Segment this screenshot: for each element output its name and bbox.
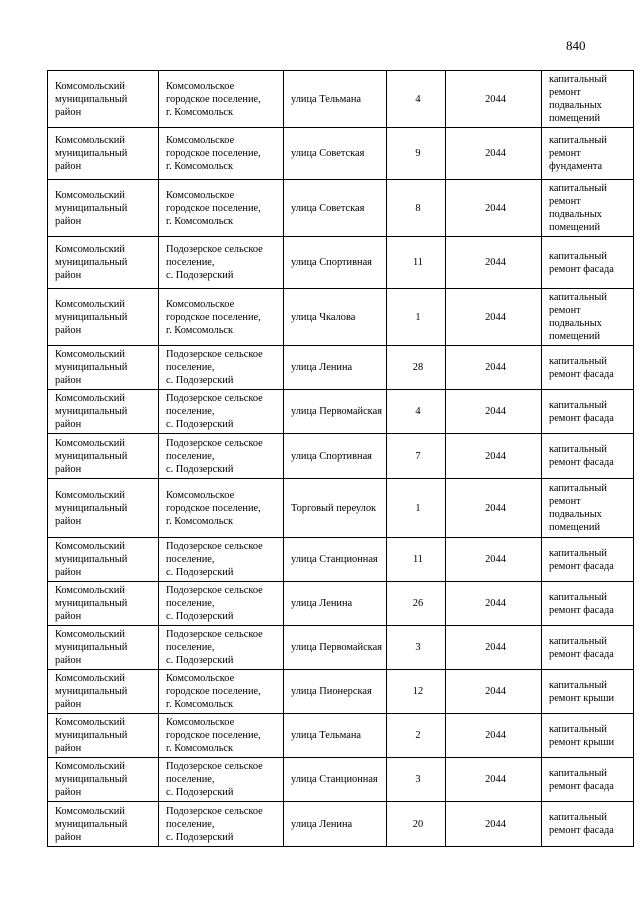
house-number-cell: 9: [387, 128, 446, 180]
work-type-cell: капитальный ремонт фасада: [542, 582, 634, 626]
district-cell: Комсомольский муниципальный район: [48, 289, 159, 346]
work-type-cell: капитальный ремонт подвальных помещений: [542, 479, 634, 538]
district-cell: Комсомольский муниципальный район: [48, 180, 159, 237]
year-cell: 2044: [446, 237, 542, 289]
year-cell: 2044: [446, 538, 542, 582]
table-row: [48, 71, 634, 128]
work-type-cell: капитальный ремонт фасада: [542, 346, 634, 390]
street-cell: улица Спортивная: [284, 237, 387, 289]
work-type-cell: капитальный ремонт крыши: [542, 670, 634, 714]
year-cell: 2044: [446, 289, 542, 346]
year-cell: 2044: [446, 346, 542, 390]
street-cell: улица Ленина: [284, 582, 387, 626]
table-row: [48, 479, 634, 538]
district-cell: Комсомольский муниципальный район: [48, 626, 159, 670]
work-type-cell: капитальный ремонт крыши: [542, 714, 634, 758]
table-row: [48, 670, 634, 714]
page-number: 840: [566, 38, 586, 53]
table-body: [48, 71, 634, 847]
table-row: [48, 289, 634, 346]
settlement-cell: Комсомольское городское поселение, г. Комсомольск: [159, 71, 284, 128]
work-type-cell: капитальный ремонт фасада: [542, 626, 634, 670]
table-row: [48, 582, 634, 626]
district-cell: Комсомольский муниципальный район: [48, 71, 159, 128]
street-cell: улица Ленина: [284, 346, 387, 390]
year-cell: 2044: [446, 670, 542, 714]
street-cell: улица Первомайская: [284, 390, 387, 434]
year-cell: 2044: [446, 582, 542, 626]
table-row: [48, 390, 634, 434]
house-number-cell: 7: [387, 434, 446, 479]
street-cell: улица Советская: [284, 128, 387, 180]
settlement-cell: Подозерское сельское поселение, с. Подозерский: [159, 390, 284, 434]
table-row: [48, 237, 634, 289]
street-cell: улица Станционная: [284, 538, 387, 582]
table-row: [48, 802, 634, 847]
table-row: [48, 538, 634, 582]
year-cell: 2044: [446, 714, 542, 758]
street-cell: улица Пионерская: [284, 670, 387, 714]
street-cell: улица Советская: [284, 180, 387, 237]
house-number-cell: 11: [387, 538, 446, 582]
street-cell: улица Первомайская: [284, 626, 387, 670]
work-type-cell: капитальный ремонт подвальных помещений: [542, 289, 634, 346]
settlement-cell: Подозерское сельское поселение, с. Подозерский: [159, 802, 284, 847]
street-cell: улица Тельмана: [284, 714, 387, 758]
settlement-cell: Комсомольское городское поселение, г. Комсомольск: [159, 670, 284, 714]
year-cell: 2044: [446, 180, 542, 237]
year-cell: 2044: [446, 479, 542, 538]
work-type-cell: капитальный ремонт фундамента: [542, 128, 634, 180]
district-cell: Комсомольский муниципальный район: [48, 434, 159, 479]
work-type-cell: капитальный ремонт фасада: [542, 237, 634, 289]
settlement-cell: Комсомольское городское поселение, г. Комсомольск: [159, 128, 284, 180]
street-cell: улица Ленина: [284, 802, 387, 847]
settlement-cell: Подозерское сельское поселение, с. Подозерский: [159, 434, 284, 479]
year-cell: 2044: [446, 390, 542, 434]
repair-schedule-table: [47, 70, 634, 847]
work-type-cell: капитальный ремонт фасада: [542, 434, 634, 479]
settlement-cell: Подозерское сельское поселение, с. Подозерский: [159, 758, 284, 802]
district-cell: Комсомольский муниципальный район: [48, 390, 159, 434]
street-cell: улица Спортивная: [284, 434, 387, 479]
street-cell: Торговый переулок: [284, 479, 387, 538]
year-cell: 2044: [446, 758, 542, 802]
street-cell: улица Тельмана: [284, 71, 387, 128]
district-cell: Комсомольский муниципальный район: [48, 802, 159, 847]
table-row: [48, 758, 634, 802]
year-cell: 2044: [446, 71, 542, 128]
street-cell: улица Станционная: [284, 758, 387, 802]
year-cell: 2044: [446, 128, 542, 180]
district-cell: Комсомольский муниципальный район: [48, 714, 159, 758]
house-number-cell: 12: [387, 670, 446, 714]
work-type-cell: капитальный ремонт фасада: [542, 390, 634, 434]
settlement-cell: Подозерское сельское поселение, с. Подозерский: [159, 626, 284, 670]
work-type-cell: капитальный ремонт фасада: [542, 538, 634, 582]
house-number-cell: 26: [387, 582, 446, 626]
table-row: [48, 180, 634, 237]
settlement-cell: Подозерское сельское поселение, с. Подозерский: [159, 582, 284, 626]
year-cell: 2044: [446, 626, 542, 670]
settlement-cell: Подозерское сельское поселение, с. Подозерский: [159, 538, 284, 582]
work-type-cell: капитальный ремонт подвальных помещений: [542, 180, 634, 237]
district-cell: Комсомольский муниципальный район: [48, 582, 159, 626]
work-type-cell: капитальный ремонт подвальных помещений: [542, 71, 634, 128]
settlement-cell: Комсомольское городское поселение, г. Комсомольск: [159, 479, 284, 538]
table-row: [48, 714, 634, 758]
table-row: [48, 346, 634, 390]
house-number-cell: 3: [387, 758, 446, 802]
year-cell: 2044: [446, 802, 542, 847]
settlement-cell: Комсомольское городское поселение, г. Комсомольск: [159, 289, 284, 346]
house-number-cell: 3: [387, 626, 446, 670]
house-number-cell: 1: [387, 289, 446, 346]
settlement-cell: Подозерское сельское поселение, с. Подозерский: [159, 237, 284, 289]
settlement-cell: Комсомольское городское поселение, г. Комсомольск: [159, 180, 284, 237]
house-number-cell: 2: [387, 714, 446, 758]
district-cell: Комсомольский муниципальный район: [48, 128, 159, 180]
year-cell: 2044: [446, 434, 542, 479]
settlement-cell: Комсомольское городское поселение, г. Комсомольск: [159, 714, 284, 758]
house-number-cell: 1: [387, 479, 446, 538]
house-number-cell: 20: [387, 802, 446, 847]
settlement-cell: Подозерское сельское поселение, с. Подозерский: [159, 346, 284, 390]
work-type-cell: капитальный ремонт фасада: [542, 758, 634, 802]
house-number-cell: 4: [387, 390, 446, 434]
house-number-cell: 4: [387, 71, 446, 128]
work-type-cell: капитальный ремонт фасада: [542, 802, 634, 847]
district-cell: Комсомольский муниципальный район: [48, 758, 159, 802]
street-cell: улица Чкалова: [284, 289, 387, 346]
district-cell: Комсомольский муниципальный район: [48, 670, 159, 714]
house-number-cell: 11: [387, 237, 446, 289]
district-cell: Комсомольский муниципальный район: [48, 538, 159, 582]
table-row: [48, 434, 634, 479]
table-row: [48, 128, 634, 180]
district-cell: Комсомольский муниципальный район: [48, 237, 159, 289]
district-cell: Комсомольский муниципальный район: [48, 346, 159, 390]
house-number-cell: 8: [387, 180, 446, 237]
district-cell: Комсомольский муниципальный район: [48, 479, 159, 538]
table-row: [48, 626, 634, 670]
house-number-cell: 28: [387, 346, 446, 390]
